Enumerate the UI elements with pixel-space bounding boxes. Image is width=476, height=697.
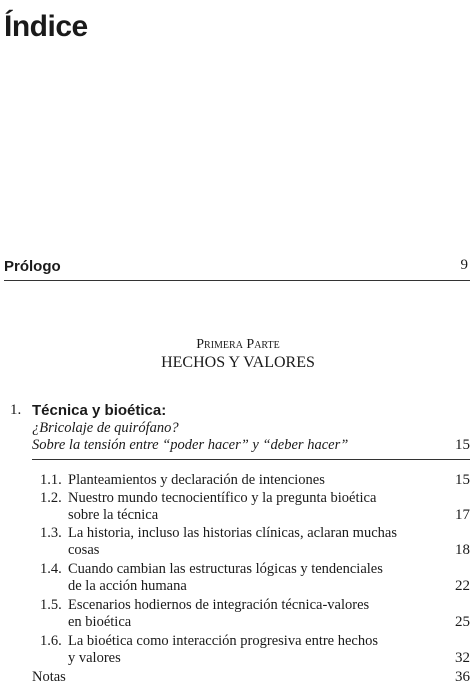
section-title-line: cosas [68, 542, 100, 558]
section-title-line: Planteamientos y declaración de intenciones [68, 472, 325, 488]
chapter-number: 1. [10, 402, 22, 418]
part-caption: Primera Parte [196, 337, 280, 352]
chapter-subtitle-2: Sobre la tensión entre “poder hacer” y “deber hacer” [32, 437, 349, 453]
section-page-number: 22 [455, 578, 470, 594]
section-title-line: Escenarios hodiernos de integración técnica-valores [68, 597, 370, 613]
section-title-line: La bioética como interacción progresiva entre hechos [68, 633, 379, 649]
chapter-divider [32, 459, 470, 460]
section-title-line: Cuando cambian las estructuras lógicas y tendenciales [68, 561, 383, 577]
notas-page-number: 36 [455, 669, 470, 685]
prologo-page-number: 9 [460, 257, 468, 273]
chapter-page-number: 15 [455, 437, 470, 453]
section-title-line: y valores [68, 650, 121, 666]
section-number: 1.3. [40, 525, 62, 541]
section-title[interactable] [68, 597, 398, 631]
section-title-line: en bioética [68, 614, 132, 630]
prologo-label[interactable]: Prólogo [4, 258, 61, 275]
section-page-number: 32 [455, 650, 470, 666]
section-number: 1.5. [40, 597, 62, 613]
section-title[interactable] [68, 472, 398, 489]
section-page-number: 25 [455, 614, 470, 630]
section-title-line: de la acción humana [68, 578, 187, 594]
page-title: Índice [4, 10, 88, 43]
chapter-title[interactable]: Técnica y bioética: [32, 402, 167, 419]
section-title[interactable] [68, 633, 398, 667]
notas-label[interactable]: Notas [32, 669, 66, 685]
section-number: 1.1. [40, 472, 62, 488]
section-number: 1.6. [40, 633, 62, 649]
part-title: HECHOS Y VALORES [161, 354, 315, 371]
section-title-line: Nuestro mundo tecnocientífico y la pregunta bioética [68, 490, 377, 506]
section-number: 1.2. [40, 490, 62, 506]
section-page-number: 18 [455, 542, 470, 558]
section-title[interactable] [68, 525, 398, 559]
chapter-subtitle-1: ¿Bricolaje de quirófano? [32, 420, 179, 436]
section-title[interactable] [68, 561, 398, 595]
section-number: 1.4. [40, 561, 62, 577]
section-page-number: 17 [455, 507, 470, 523]
prologo-divider [4, 280, 470, 281]
section-title-line: sobre la técnica [68, 507, 159, 523]
section-title-line: La historia, incluso las historias clínicas, aclaran muchas [68, 525, 397, 541]
section-page-number: 15 [455, 472, 470, 488]
section-title[interactable] [68, 490, 398, 524]
